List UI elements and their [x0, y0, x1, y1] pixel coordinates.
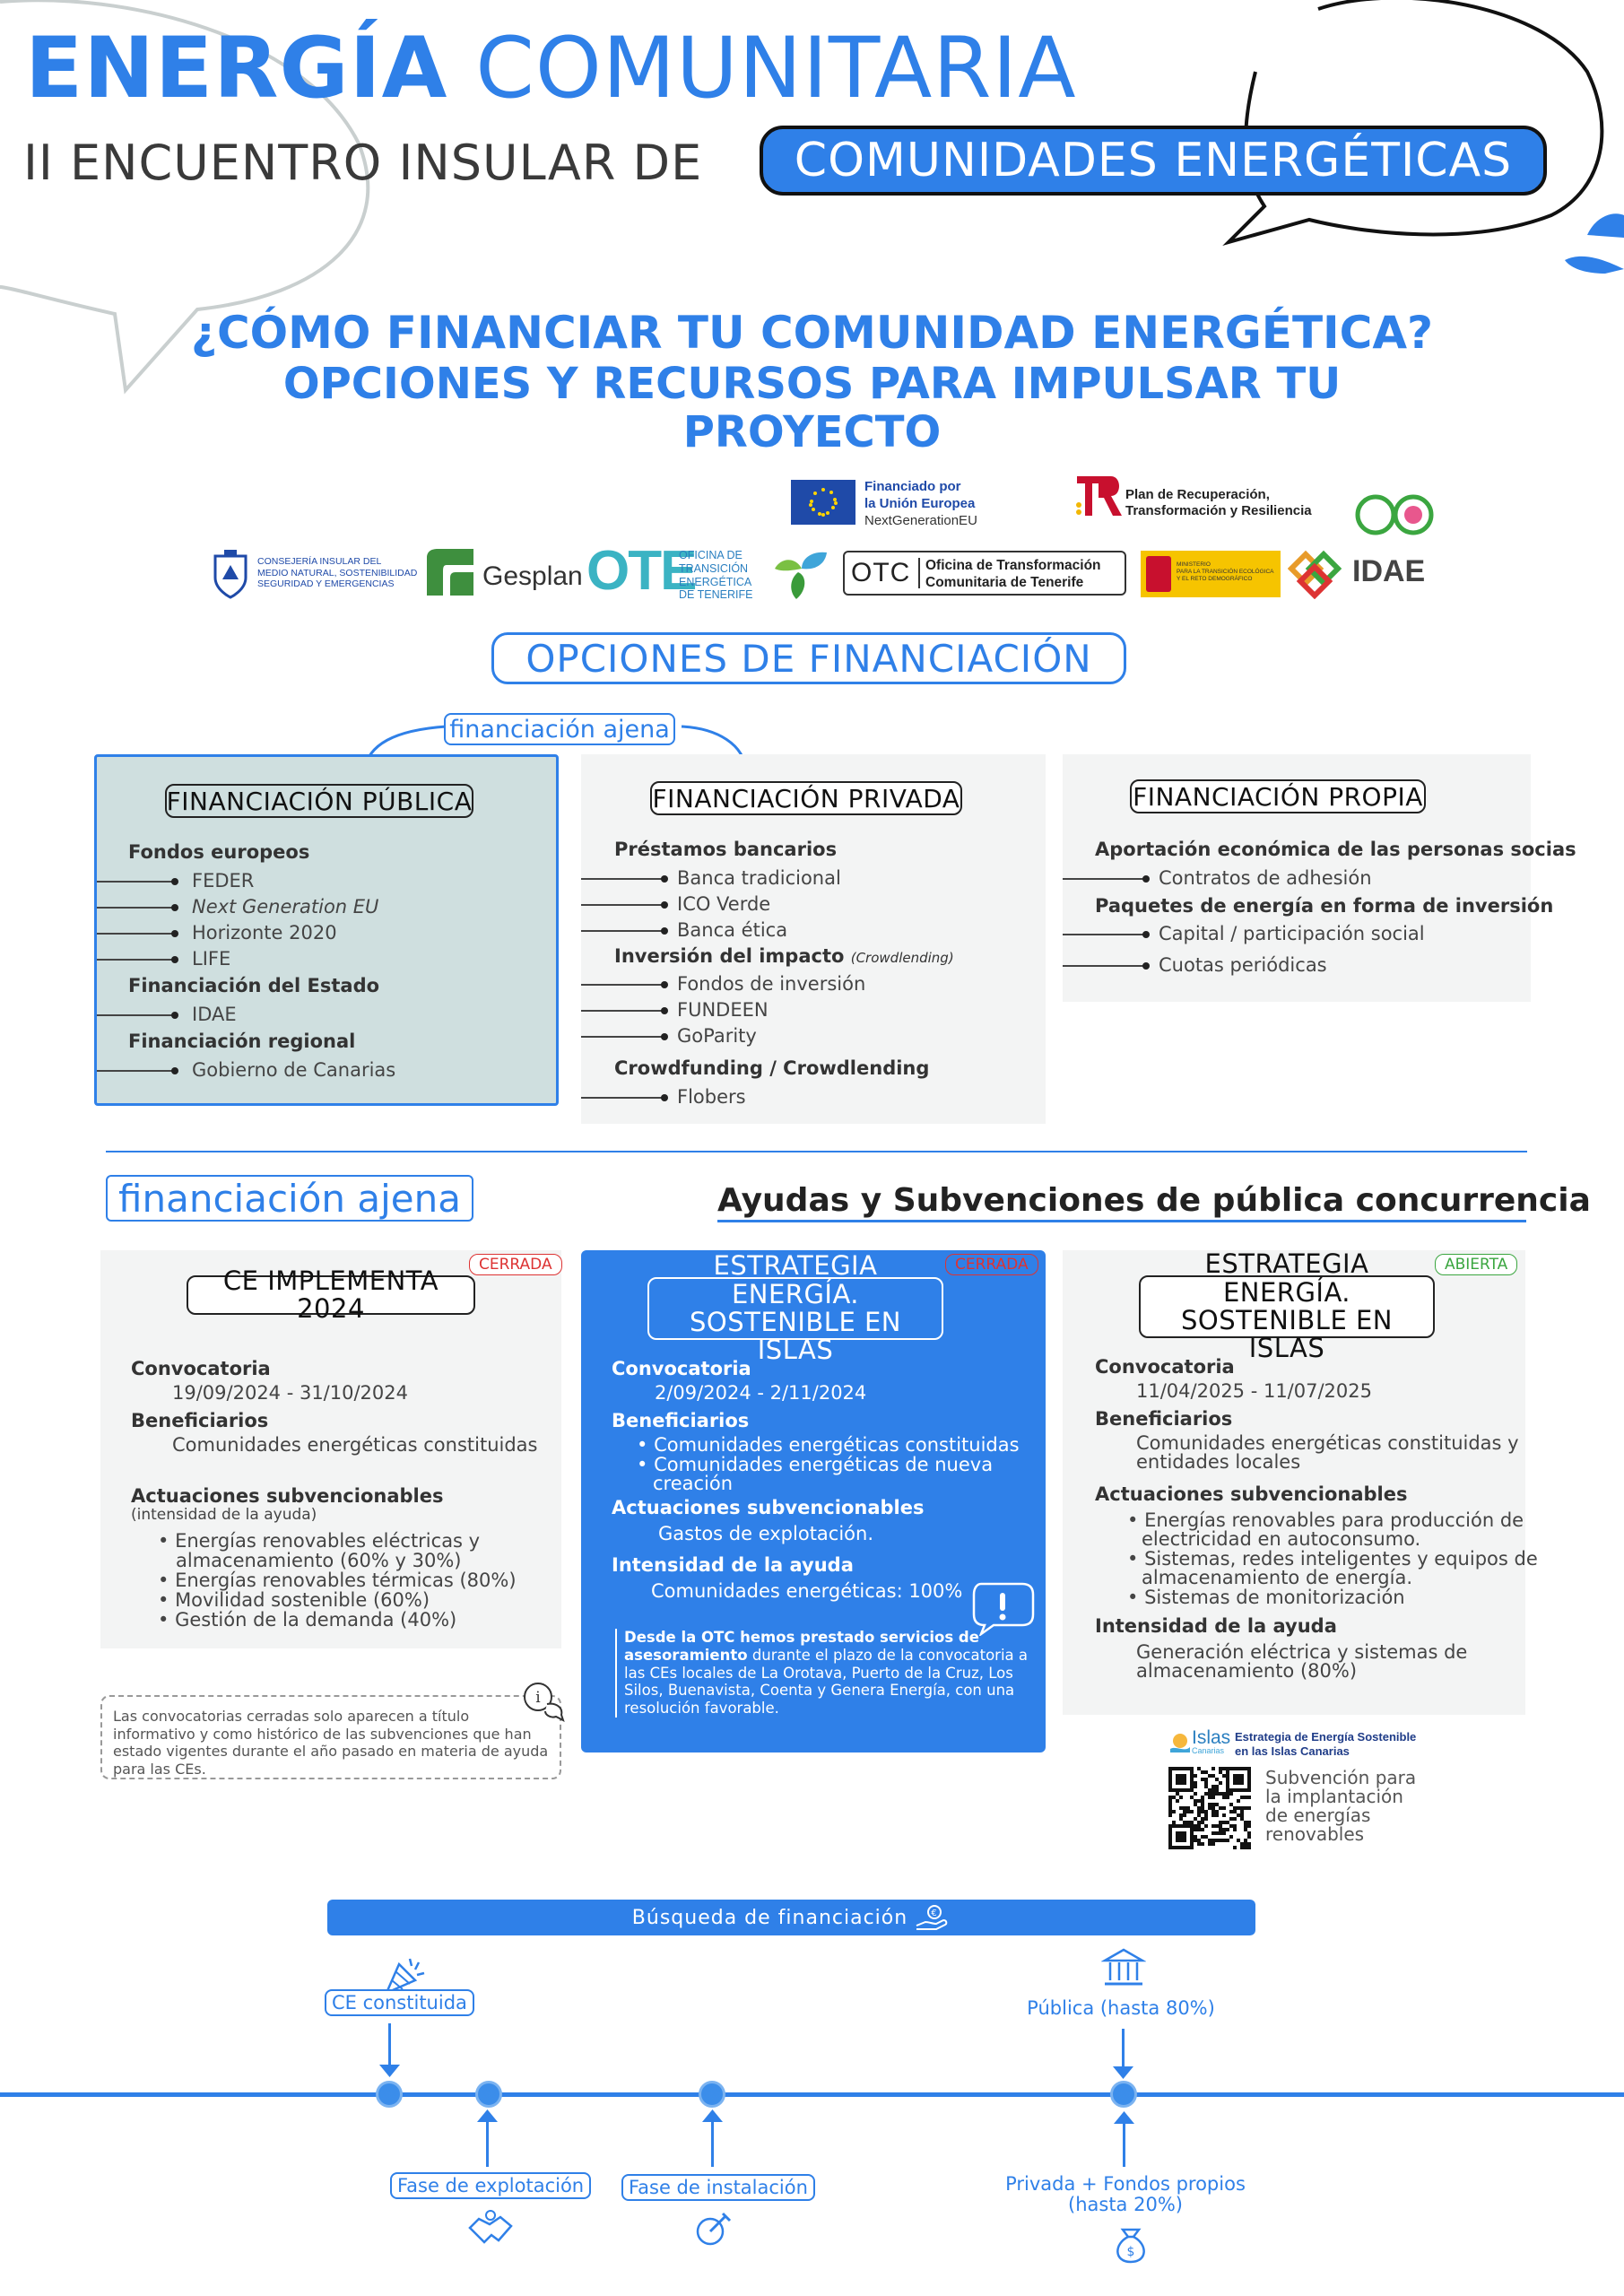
- eu-line3: NextGenerationEU: [864, 512, 977, 528]
- gesplan-text: Gesplan: [482, 561, 583, 591]
- card1-act-text: Energías renovables eléctricas y: [175, 1530, 481, 1552]
- propia-item: Cuotas periódicas: [1159, 954, 1327, 976]
- eu-line1: Financiado por: [864, 479, 961, 494]
- publica-item: Next Generation EU: [192, 896, 379, 918]
- ote-line1: OFICINA DE: [679, 549, 743, 561]
- arrow-up: [486, 2120, 489, 2167]
- privada-item: ICO Verde: [677, 893, 771, 915]
- card3-act-text: Energías renovables para producción de: [1144, 1509, 1524, 1531]
- ec-circles-icon: [1354, 491, 1444, 538]
- card-financiacion-privada: [581, 754, 1046, 1124]
- card2-benef-text: creación: [653, 1473, 734, 1494]
- card-estrategia-cerrada: [581, 1250, 1046, 1752]
- qr-caption-line2: la implantación: [1265, 1786, 1403, 1807]
- ote-line4: DE TENERIFE: [679, 588, 753, 602]
- privada-item: Banca ética: [677, 919, 788, 941]
- card1-benef-label: Beneficiarios: [131, 1410, 269, 1431]
- gesplan-logo: [423, 545, 477, 603]
- gesplan-icon: [423, 545, 477, 599]
- eu-stars-icon: [791, 480, 855, 525]
- card3-title-line2: SOSTENIBLE EN ISLAS: [1180, 1305, 1394, 1364]
- idae-text: IDAE: [1352, 554, 1426, 588]
- publica-s1: Fondos europeos: [128, 841, 310, 863]
- propia-s2: Paquetes de energía en forma de inversión: [1095, 895, 1554, 917]
- privada-label-line2: (hasta 20%): [1068, 2194, 1183, 2216]
- fase-instalacion-label: Fase de instalación: [621, 2174, 815, 2201]
- cabildo-text: [257, 556, 417, 590]
- question-heading: ¿CÓMO FINANCIAR TU COMUNIDAD ENERGÉTICA?: [190, 307, 1434, 359]
- card1-act-text: Gestión de la demanda (40%): [175, 1609, 457, 1631]
- leaf-logo: [771, 547, 830, 604]
- card-ce-implementa: [100, 1250, 561, 1648]
- arrow-head-down-icon: [1111, 2065, 1135, 2081]
- qr-caption: [1265, 1769, 1416, 1844]
- leader: [97, 933, 175, 935]
- svg-text:i: i: [535, 1689, 541, 1707]
- card3-act-label: Actuaciones subvencionables: [1095, 1483, 1408, 1505]
- publica-item: IDAE: [192, 1004, 237, 1025]
- eu-flag-logo: [791, 480, 855, 525]
- leader: [97, 1070, 175, 1072]
- prtr-line1: Plan de Recuperación,: [1125, 487, 1270, 502]
- handshake-icon: [466, 2208, 515, 2248]
- cabildo-logo: [208, 547, 253, 603]
- card3-act-text: almacenamiento de energía.: [1142, 1567, 1412, 1588]
- propia-item: Contratos de adhesión: [1159, 867, 1372, 889]
- card2-conv-label: Convocatoria: [612, 1358, 751, 1379]
- leader: [97, 959, 175, 961]
- card2-benef-item: • Comunidades energéticas de nueva: [637, 1454, 994, 1475]
- timeline-dot: [1110, 2081, 1137, 2108]
- islas-logo-word: Islas: [1192, 1727, 1231, 1748]
- card-estrategia-abierta: [1063, 1248, 1538, 1717]
- info-chat-icon: [520, 1681, 565, 1722]
- ote-text: [679, 549, 752, 602]
- card3-benef-value1: Comunidades energéticas constituidas y: [1136, 1432, 1519, 1454]
- leader: [581, 930, 664, 932]
- privada-item: GoParity: [677, 1025, 757, 1047]
- leader: [1063, 965, 1146, 967]
- privada-item: FUNDEEN: [677, 999, 769, 1021]
- publica-item: LIFE: [192, 948, 231, 970]
- main-title: [25, 20, 1077, 117]
- privada-item: Banca tradicional: [677, 867, 841, 889]
- closed-calls-note: Las convocatorias cerradas solo aparecen a título informativo y como histórico de las subvenciones que han estado vigentes durante el año pasado en materia de ayuda para las CEs.: [100, 1695, 561, 1779]
- card2-act-label: Actuaciones subvencionables: [612, 1497, 925, 1518]
- eu-logo-text: [864, 479, 977, 529]
- title-bold: ENERGÍA: [25, 20, 448, 117]
- arrow-up: [1123, 2122, 1125, 2167]
- timeline-axis: [0, 2092, 1624, 2097]
- card2-benef-label: Beneficiarios: [612, 1410, 750, 1431]
- card-financiacion-propia: [1063, 754, 1576, 1002]
- card3-title-line1: ESTRATEGIA ENERGÍA.: [1204, 1248, 1369, 1308]
- privada-label: [986, 2174, 1264, 2215]
- prtr-line2: Transformación y Resiliencia: [1125, 503, 1312, 518]
- otc-note: [615, 1629, 1028, 1718]
- status-badge: CERRADA: [469, 1254, 562, 1275]
- ministerio-line1: MINISTERIO: [1177, 561, 1211, 568]
- status-badge: CERRADA: [945, 1254, 1038, 1275]
- ministerio-text: [1177, 561, 1274, 583]
- ec-logo: [1354, 491, 1444, 542]
- qr-caption-line4: renovables: [1265, 1823, 1365, 1845]
- card3-act-item: • Sistemas de monitorización: [1127, 1587, 1405, 1608]
- publica-s2: Financiación del Estado: [128, 975, 380, 996]
- card1-act-text: Movilidad sostenible (60%): [175, 1589, 430, 1611]
- ote-line2: TRANSICIÓN: [679, 561, 749, 575]
- propia-s1: Aportación económica de las personas socias: [1095, 839, 1576, 860]
- timeline-dot: [699, 2081, 725, 2108]
- leader: [97, 907, 175, 909]
- otc-note-bold: Desde la OTC hemos prestado servicios de asesoramiento: [624, 1629, 979, 1664]
- qr-caption-line1: Subvención para: [1265, 1767, 1417, 1788]
- bank-icon: [1101, 1946, 1146, 1991]
- leader: [581, 1097, 664, 1099]
- card1-act-item: • Movilidad sostenible (60%): [158, 1589, 430, 1611]
- cabildo-shield-icon: [208, 547, 253, 599]
- ote-logo: OTE: [586, 540, 696, 602]
- leader: [581, 1036, 664, 1038]
- card2-benef-text: Comunidades energéticas constituidas: [654, 1434, 1020, 1456]
- card1-act-note: (intensidad de la ayuda): [131, 1506, 317, 1524]
- islas-logo-text: [1235, 1730, 1416, 1758]
- card3-int-label: Intensidad de la ayuda: [1095, 1615, 1337, 1637]
- islas-logo-sub: Canarias: [1192, 1746, 1225, 1755]
- islas-sun-icon: [1168, 1731, 1192, 1754]
- privada-label-line1: Privada + Fondos propios: [1005, 2173, 1246, 2195]
- islas-canarias-box: [1063, 1715, 1525, 1862]
- privada-item: Flobers: [677, 1086, 746, 1108]
- eu-line2: la Unión Europea: [864, 495, 976, 511]
- ayudas-underline: [717, 1220, 1526, 1222]
- card1-conv-label: Convocatoria: [131, 1358, 271, 1379]
- card1-title: CE IMPLEMENTA 2024: [187, 1275, 475, 1315]
- title-light: COMUNITARIA: [475, 20, 1077, 117]
- publica-item: FEDER: [192, 870, 255, 891]
- otc-text: [925, 558, 1101, 591]
- card3-benef-value2: entidades locales: [1136, 1451, 1301, 1473]
- card2-benef-text: Comunidades energéticas de nueva: [654, 1454, 994, 1475]
- svg-text:$: $: [1126, 2245, 1135, 2259]
- question-subheading-1: OPCIONES Y RECURSOS PARA IMPULSAR TU: [282, 359, 1342, 409]
- cabildo-line1: CONSEJERÍA INSULAR DEL: [257, 556, 382, 567]
- otc-line1: Oficina de Transformación: [925, 558, 1101, 573]
- privada-s2-note: (Crowdlending): [850, 950, 954, 966]
- question-subheading-2: PROYECTO: [682, 407, 942, 457]
- card1-act-label: Actuaciones subvencionables: [131, 1485, 444, 1507]
- prtr-text: [1125, 487, 1312, 519]
- leader: [1063, 878, 1146, 880]
- card1-benef-value: Comunidades energéticas constituidas: [172, 1434, 538, 1456]
- otc-divider: [918, 558, 920, 588]
- idae-logo: [1288, 549, 1350, 603]
- event-subtitle: II ENCUENTRO INSULAR DE: [23, 135, 703, 191]
- idae-diamond-icon: [1288, 549, 1350, 599]
- card3-int-value1: Generación eléctrica y sistemas de: [1136, 1641, 1468, 1663]
- cabildo-line3: SEGURIDAD Y EMERGENCIAS: [257, 578, 395, 590]
- privada-item: Fondos de inversión: [677, 973, 866, 995]
- card2-title-line1: ESTRATEGIA ENERGÍA.: [713, 1250, 878, 1309]
- card2-conv-value: 2/09/2024 - 2/11/2024: [655, 1382, 867, 1404]
- spain-shield-icon: [1146, 556, 1171, 592]
- arrow-head-down-icon: [378, 2063, 402, 2079]
- card3-act-text: Sistemas, redes inteligentes y equipos de: [1144, 1548, 1538, 1570]
- leader: [97, 1014, 175, 1016]
- otc-line2: Comunitaria de Tenerife: [925, 574, 1084, 590]
- card3-act-text: Sistemas de monitorización: [1144, 1587, 1405, 1608]
- otc-logo: [843, 551, 1126, 596]
- card1-act-item: • Energías renovables térmicas (80%): [158, 1570, 517, 1591]
- arrow-up: [711, 2120, 714, 2167]
- card3-title: [1139, 1248, 1435, 1364]
- qr-code-icon[interactable]: [1168, 1767, 1251, 1849]
- opciones-heading: OPCIONES DE FINANCIACIÓN: [491, 632, 1126, 684]
- card2-int-value: Comunidades energéticas: 100%: [651, 1580, 963, 1602]
- leader: [581, 1010, 664, 1012]
- cabildo-line2: MEDIO NATURAL, SOSTENIBILIDAD: [257, 567, 418, 578]
- card1-conv-value: 19/09/2024 - 31/10/2024: [172, 1382, 409, 1404]
- ce-constituida-label: CE constituida: [325, 1989, 474, 2016]
- card-financiacion-publica: [94, 754, 559, 1106]
- ministerio-logo: [1141, 551, 1281, 597]
- card2-title-line2: SOSTENIBLE EN ISLAS: [689, 1307, 902, 1366]
- otc-note-text: durante el plazo de la convocatoria a las CEs locales de La Orotava, Puerto de la Cruz, Los Silos, Buenavista, Coenta y Genera Energía, con una resolución favorable.: [624, 1646, 1029, 1718]
- publica-label: Pública (hasta 80%): [1027, 1997, 1215, 2019]
- privada-s1: Préstamos bancarios: [614, 839, 838, 860]
- publica-item: Gobierno de Canarias: [192, 1059, 396, 1081]
- wrench-gear-icon: [690, 2210, 735, 2249]
- card3-int-value2: almacenamiento (80%): [1136, 1660, 1358, 1682]
- otc-abbr: OTC: [851, 558, 911, 587]
- islas-logo-line1: Estrategia de Energía Sostenible: [1235, 1730, 1417, 1744]
- islas-logo-line2: en las Islas Canarias: [1235, 1744, 1350, 1758]
- privada-s2-label: Inversión del impacto: [614, 945, 845, 967]
- alert-chat-icon: [968, 1578, 1037, 1636]
- card2-title: [647, 1250, 943, 1366]
- publica-title: FINANCIACIÓN PÚBLICA: [165, 784, 473, 818]
- privada-s3: Crowdfunding / Crowdlending: [614, 1057, 930, 1079]
- prtr-logo: [1072, 473, 1125, 523]
- card1-act-text: almacenamiento (60% y 30%): [176, 1550, 462, 1571]
- status-badge: ABIERTA: [1435, 1254, 1517, 1275]
- privada-s2: [614, 945, 954, 967]
- ote-line3: ENERGÉTICA: [679, 575, 752, 588]
- timeline-dot: [475, 2081, 502, 2108]
- card3-act-item: • Energías renovables para producción de: [1127, 1509, 1524, 1531]
- leader: [97, 881, 175, 883]
- leader: [581, 904, 664, 906]
- event-pill: COMUNIDADES ENERGÉTICAS: [760, 126, 1547, 196]
- section-divider: [106, 1151, 1527, 1152]
- ministerio-line3: Y EL RETO DEMOGRÁFICO: [1177, 576, 1253, 583]
- card1-act-text: Energías renovables térmicas (80%): [175, 1570, 517, 1591]
- fase-explotacion-label: Fase de explotación: [390, 2172, 591, 2199]
- card1-act-item: • Gestión de la demanda (40%): [158, 1609, 457, 1631]
- propia-title: FINANCIACIÓN PROPIA: [1130, 779, 1426, 813]
- leaf-icon: [771, 547, 830, 601]
- leader: [1063, 934, 1146, 935]
- publica-item: Horizonte 2020: [192, 922, 337, 944]
- card2-int-label: Intensidad de la ayuda: [612, 1554, 854, 1576]
- ajena-label-big: financiación ajena: [106, 1175, 473, 1222]
- ministerio-line2: PARA LA TRANSICIÓN ECOLÓGICA: [1177, 569, 1274, 576]
- timeline-dot: [376, 2081, 403, 2108]
- card3-benef-label: Beneficiarios: [1095, 1408, 1233, 1430]
- card3-conv-value: 11/04/2025 - 11/07/2025: [1136, 1380, 1373, 1402]
- privada-title: FINANCIACIÓN PRIVADA: [650, 781, 962, 815]
- card3-act-text: electricidad en autoconsumo.: [1142, 1528, 1421, 1550]
- card3-act-item: • Sistemas, redes inteligentes y equipos de: [1127, 1548, 1538, 1570]
- prtr-icon: [1072, 473, 1125, 519]
- card2-benef-item: • Comunidades energéticas constituidas: [637, 1434, 1020, 1456]
- card3-conv-label: Convocatoria: [1095, 1356, 1235, 1378]
- ajena-label-small: financiación ajena: [444, 713, 675, 745]
- card2-act-value: Gastos de explotación.: [658, 1523, 874, 1544]
- money-bag-icon: [1108, 2222, 1153, 2267]
- hand-coin-icon: [915, 1904, 951, 1931]
- busqueda-bar: [327, 1900, 1255, 1935]
- leader: [581, 984, 664, 986]
- busqueda-label: Búsqueda de financiación: [631, 1906, 908, 1929]
- svg-text:€: €: [931, 1909, 938, 1918]
- qr-caption-line3: de energías: [1265, 1805, 1371, 1826]
- publica-s3: Financiación regional: [128, 1031, 356, 1052]
- ayudas-heading: Ayudas y Subvenciones de pública concurrencia: [717, 1182, 1591, 1219]
- propia-item: Capital / participación social: [1159, 923, 1425, 944]
- card1-act-item: • Energías renovables eléctricas y: [158, 1530, 481, 1552]
- leader: [581, 878, 664, 880]
